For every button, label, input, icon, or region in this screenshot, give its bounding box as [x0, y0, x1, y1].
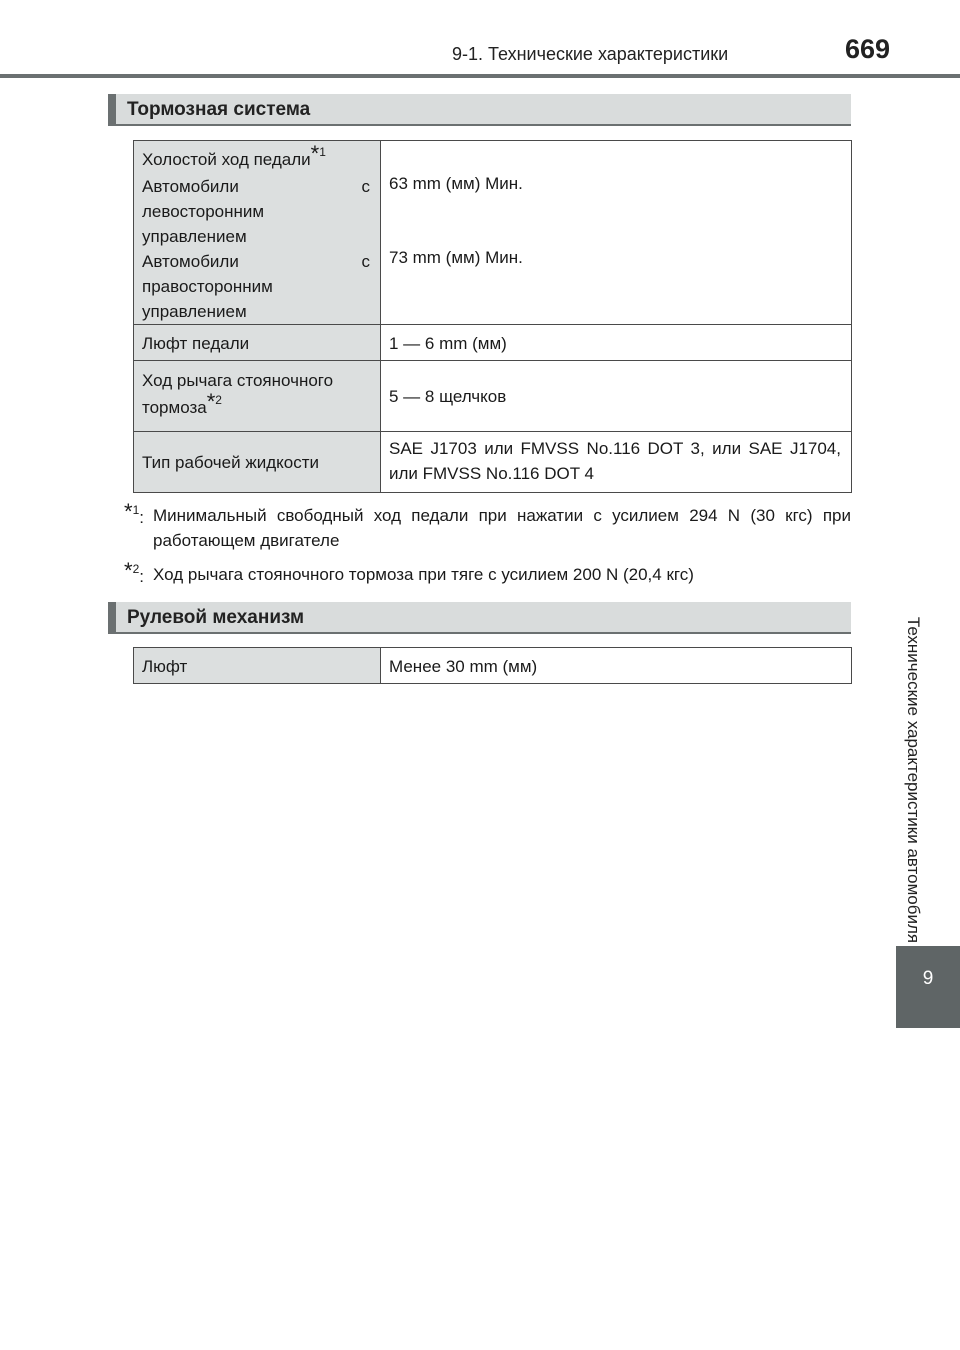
section-header-brakes [108, 94, 851, 126]
parking-lever-value: 5 — 8 щелчков [389, 386, 507, 406]
chapter-side-label: Технические характеристики автомобиля [904, 616, 923, 944]
fluid-type-value: SAE J1703 или FMVSS No.116 DOT 3, или SAE J1704, или FMVSS No.116 DOT 4 [389, 439, 841, 483]
chapter-number: 9 [922, 968, 934, 989]
header-rule [0, 74, 960, 78]
label-cell [134, 361, 381, 432]
table-row-pedal-freeplay [134, 325, 852, 361]
footnote-text: Ход рычага стояночного тормоза при тяге с усилием 200 N (20,4 кгс) [153, 565, 694, 584]
steering-freeplay-label: Люфт [142, 657, 188, 676]
brakes-spec-table [133, 140, 852, 493]
footnote-mark: * [310, 141, 320, 166]
section-header-steering [108, 602, 851, 634]
steering-spec-table [133, 647, 852, 684]
value-cell [381, 648, 852, 684]
footnote-mark: * [206, 389, 216, 414]
pedal-freeplay-value: 1 — 6 mm (мм) [389, 334, 507, 353]
fluid-type-label: Тип рабочей жидкости [142, 452, 319, 472]
label-cell [134, 325, 381, 361]
table-row-steering-freeplay [134, 648, 852, 684]
table-row-parking-lever [134, 361, 852, 432]
pedal-travel-label: Холостой ход педали [142, 150, 311, 169]
chapter-tab [896, 946, 960, 1028]
section-title-brakes: Тормозная система [127, 99, 311, 120]
label-cell [134, 141, 381, 325]
rhd-label: Автомобили с правосторонним управлением [142, 252, 370, 321]
lhd-value: 63 mm (мм) Мин. [389, 174, 523, 193]
section-title-steering: Рулевой механизм [127, 607, 305, 628]
value-cell [381, 361, 852, 432]
pedal-freeplay-label: Люфт педали [142, 334, 250, 353]
running-header-title: 9-1. Технические характеристики [452, 44, 729, 64]
steering-freeplay-value: Менее 30 mm (мм) [389, 657, 538, 676]
value-cell [381, 325, 852, 361]
lhd-label: Автомобили с левосторонним управлением [142, 177, 370, 246]
table-row-pedal-travel [134, 141, 852, 325]
footnote-number: 2 [215, 393, 222, 407]
value-cell [381, 432, 852, 493]
label-cell [134, 432, 381, 493]
footnote-1: *$^1$: Минимальный свободный ход педали при нажатии с усилием 294 N (30 кгс) при работающем двигателе [124, 503, 851, 553]
footnote-text: Минимальный свободный ход педали при нажатии с усилием 294 N (30 кгс) при работающем двигателе [153, 506, 851, 550]
footnote-2: *$^2$: Ход рычага стояночного тормоза при тяге с усилием 200 N (20,4 кгс) [124, 562, 851, 587]
value-cell [381, 141, 852, 325]
table-row-fluid-type [134, 432, 852, 493]
footnote-number: 1 [319, 145, 326, 159]
label-cell [134, 648, 381, 684]
rhd-value: 73 mm (мм) Мин. [389, 248, 523, 267]
parking-lever-label: Ход рычага стояночного тормоза [142, 371, 334, 417]
page-number: 669 [845, 34, 891, 64]
